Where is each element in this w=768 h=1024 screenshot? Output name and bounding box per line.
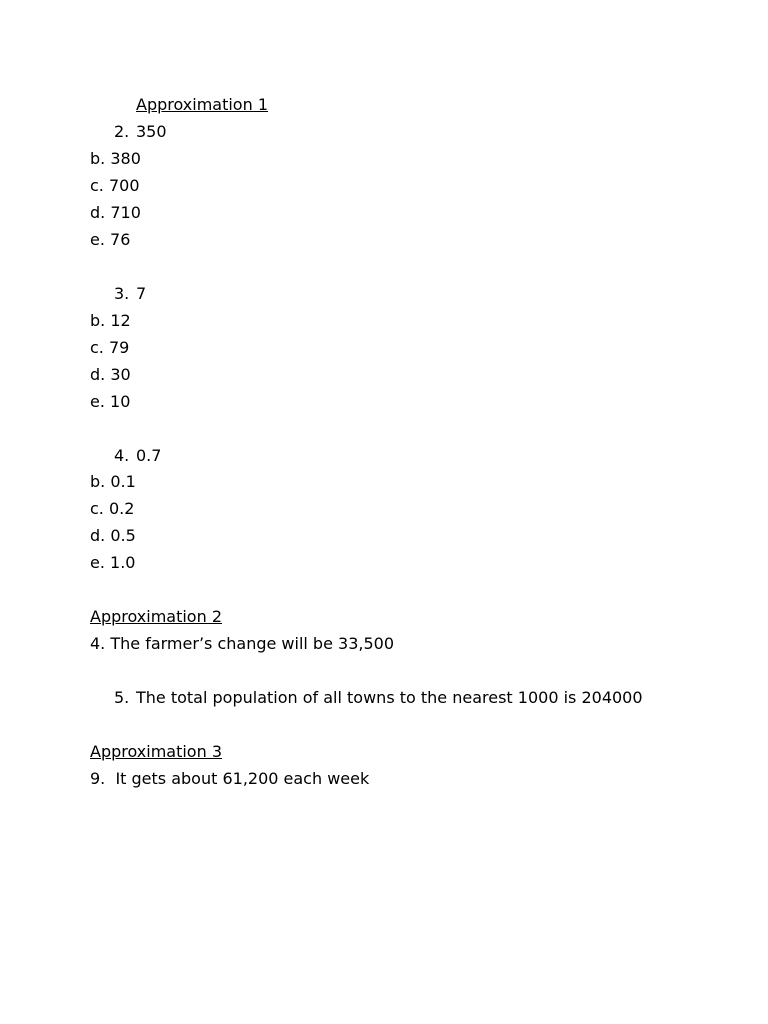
answer-4d: d. 0.5 — [90, 526, 136, 545]
approximation-3-heading: Approximation 3 — [90, 742, 222, 761]
question-number: 3. — [114, 284, 130, 303]
answer-3c: c. 79 — [90, 338, 130, 357]
answer-value: 350 — [136, 122, 167, 141]
answer-farmer-change: 4. The farmer’s change will be 33,500 — [90, 634, 394, 653]
answer-4b: b. 0.1 — [90, 472, 136, 491]
answer-3e: e. 10 — [90, 392, 131, 411]
answer-4c: c. 0.2 — [90, 499, 135, 518]
approximation-2-heading: Approximation 2 — [90, 607, 222, 626]
answer-4e: e. 1.0 — [90, 553, 136, 572]
answer-2e: e. 76 — [90, 230, 131, 249]
answer-2d: d. 710 — [90, 203, 141, 222]
question-number: 2. — [114, 122, 130, 141]
answer-4a — [114, 446, 161, 466]
answer-3d: d. 30 — [90, 365, 131, 384]
answer-value: 0.7 — [136, 446, 162, 465]
answer-2a — [114, 122, 167, 142]
answer-3a — [114, 284, 146, 304]
question-number: 5. — [114, 688, 130, 707]
answer-total-population — [114, 688, 643, 708]
answer-3b: b. 12 — [90, 311, 131, 330]
question-number: 4. — [114, 446, 130, 465]
answer-weekly-amount: 9. It gets about 61,200 each week — [90, 769, 370, 788]
answer-text: The total population of all towns to the nearest 1000 is 204000 — [136, 688, 643, 707]
answer-value: 7 — [136, 284, 147, 303]
approximation-1-heading: Approximation 1 — [136, 95, 268, 114]
answer-2c: c. 700 — [90, 176, 140, 195]
answer-2b: b. 380 — [90, 149, 141, 168]
